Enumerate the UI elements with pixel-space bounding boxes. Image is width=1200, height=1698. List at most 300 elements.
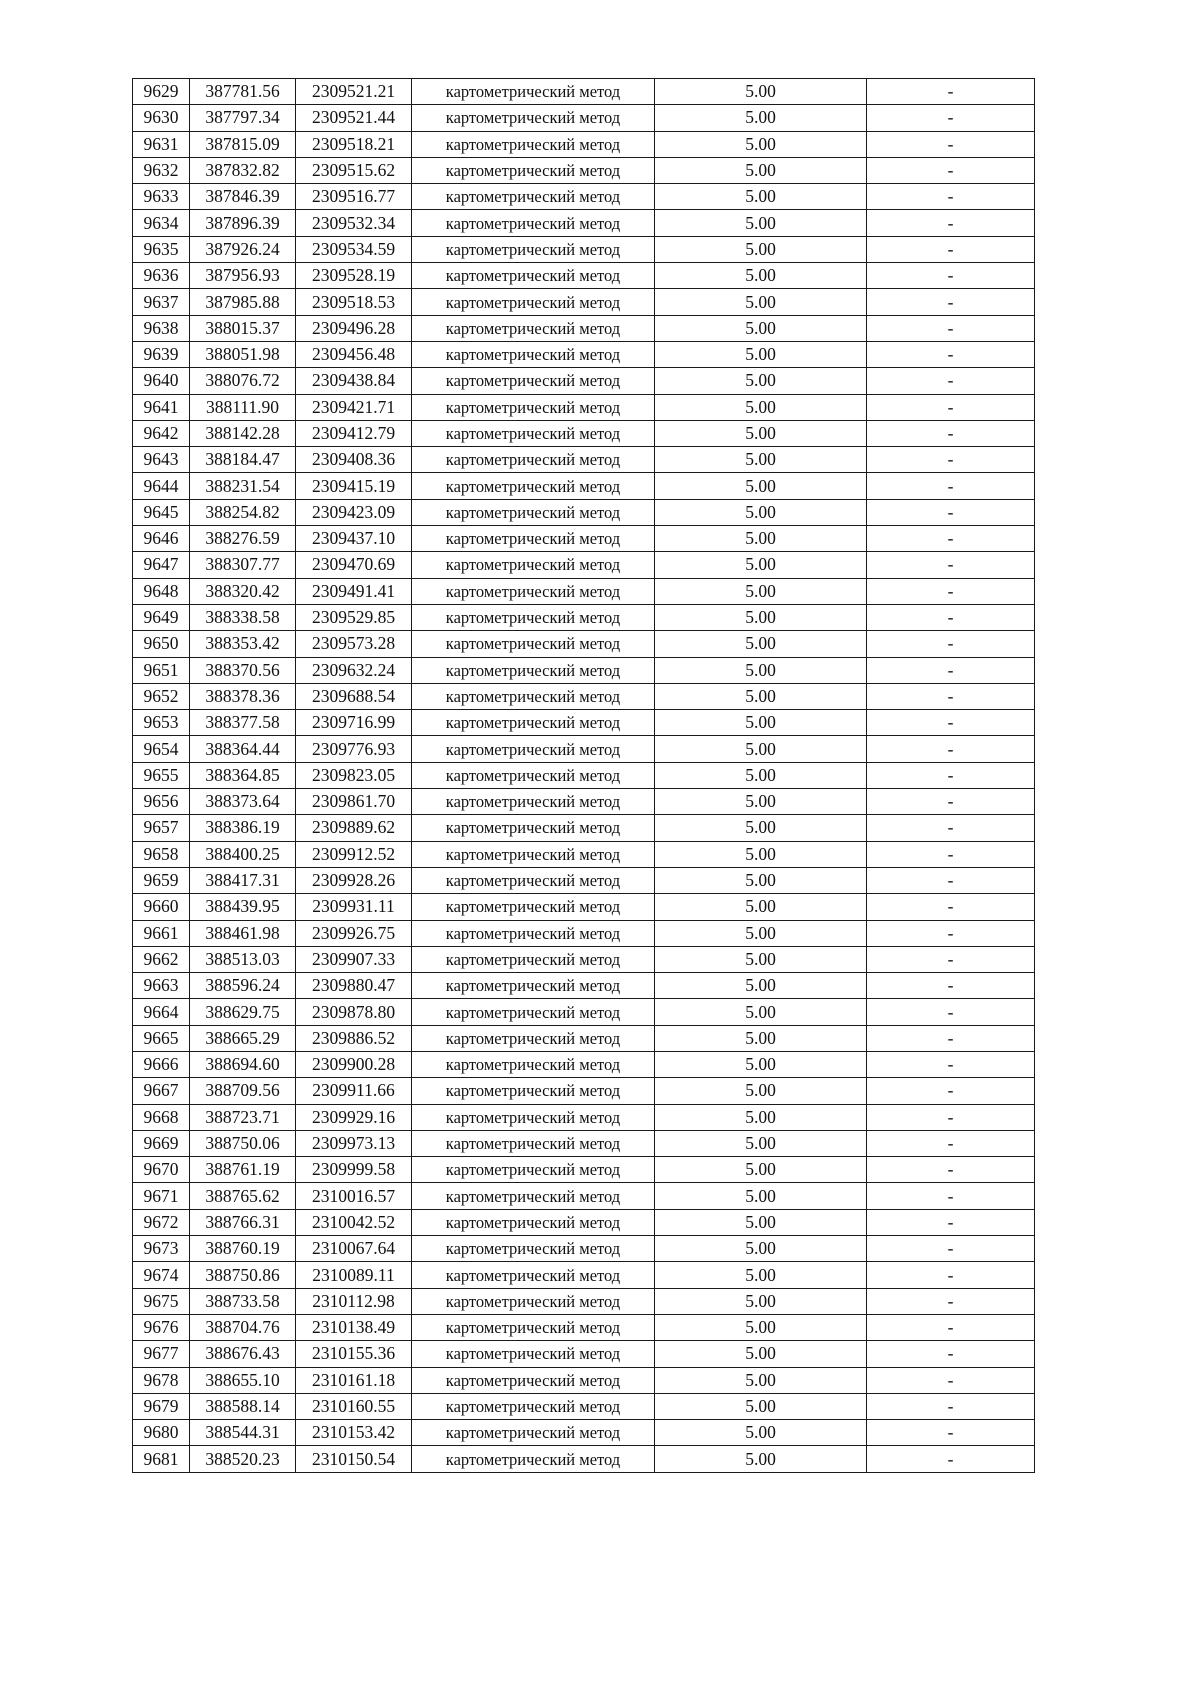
x-coordinate-cell: 387956.93 xyxy=(190,263,296,289)
method-cell: картометрический метод xyxy=(412,762,655,788)
accuracy-cell: 5.00 xyxy=(655,1314,867,1340)
point-number-cell: 9631 xyxy=(133,131,190,157)
table-row xyxy=(133,131,1035,157)
description-cell: - xyxy=(867,1157,1035,1183)
y-coordinate-cell: 2310016.57 xyxy=(296,1183,412,1209)
point-number-cell: 9681 xyxy=(133,1446,190,1472)
x-coordinate-cell: 388750.06 xyxy=(190,1130,296,1156)
x-coordinate-cell: 388704.76 xyxy=(190,1314,296,1340)
method-cell: картометрический метод xyxy=(412,867,655,893)
description-cell: - xyxy=(867,526,1035,552)
table-row xyxy=(133,1288,1035,1314)
description-cell: - xyxy=(867,946,1035,972)
description-cell: - xyxy=(867,315,1035,341)
y-coordinate-cell: 2309521.44 xyxy=(296,105,412,131)
x-coordinate-cell: 388761.19 xyxy=(190,1157,296,1183)
x-coordinate-cell: 388520.23 xyxy=(190,1446,296,1472)
x-coordinate-cell: 388111.90 xyxy=(190,394,296,420)
table-row xyxy=(133,420,1035,446)
y-coordinate-cell: 2309491.41 xyxy=(296,578,412,604)
y-coordinate-cell: 2309415.19 xyxy=(296,473,412,499)
accuracy-cell: 5.00 xyxy=(655,236,867,262)
y-coordinate-cell: 2309408.36 xyxy=(296,447,412,473)
method-cell: картометрический метод xyxy=(412,815,655,841)
accuracy-cell: 5.00 xyxy=(655,157,867,183)
y-coordinate-cell: 2309496.28 xyxy=(296,315,412,341)
point-number-cell: 9679 xyxy=(133,1393,190,1419)
y-coordinate-cell: 2309929.16 xyxy=(296,1104,412,1130)
point-number-cell: 9638 xyxy=(133,315,190,341)
method-cell: картометрический метод xyxy=(412,1446,655,1472)
x-coordinate-cell: 388760.19 xyxy=(190,1236,296,1262)
y-coordinate-cell: 2309889.62 xyxy=(296,815,412,841)
method-cell: картометрический метод xyxy=(412,736,655,762)
accuracy-cell: 5.00 xyxy=(655,447,867,473)
y-coordinate-cell: 2309515.62 xyxy=(296,157,412,183)
x-coordinate-cell: 387797.34 xyxy=(190,105,296,131)
accuracy-cell: 5.00 xyxy=(655,105,867,131)
point-number-cell: 9670 xyxy=(133,1157,190,1183)
x-coordinate-cell: 388254.82 xyxy=(190,499,296,525)
accuracy-cell: 5.00 xyxy=(655,1262,867,1288)
point-number-cell: 9636 xyxy=(133,263,190,289)
table-row xyxy=(133,604,1035,630)
y-coordinate-cell: 2309456.48 xyxy=(296,341,412,367)
point-number-cell: 9645 xyxy=(133,499,190,525)
method-cell: картометрический метод xyxy=(412,131,655,157)
x-coordinate-cell: 388051.98 xyxy=(190,341,296,367)
method-cell: картометрический метод xyxy=(412,1157,655,1183)
accuracy-cell: 5.00 xyxy=(655,1130,867,1156)
point-number-cell: 9630 xyxy=(133,105,190,131)
table-row xyxy=(133,894,1035,920)
point-number-cell: 9633 xyxy=(133,184,190,210)
table-row xyxy=(133,394,1035,420)
accuracy-cell: 5.00 xyxy=(655,1446,867,1472)
description-cell: - xyxy=(867,1025,1035,1051)
y-coordinate-cell: 2309521.21 xyxy=(296,79,412,105)
y-coordinate-cell: 2309573.28 xyxy=(296,631,412,657)
description-cell: - xyxy=(867,736,1035,762)
description-cell: - xyxy=(867,1130,1035,1156)
x-coordinate-cell: 388629.75 xyxy=(190,999,296,1025)
accuracy-cell: 5.00 xyxy=(655,79,867,105)
point-number-cell: 9664 xyxy=(133,999,190,1025)
y-coordinate-cell: 2310150.54 xyxy=(296,1446,412,1472)
method-cell: картометрический метод xyxy=(412,499,655,525)
method-cell: картометрический метод xyxy=(412,1209,655,1235)
x-coordinate-cell: 387896.39 xyxy=(190,210,296,236)
table-row xyxy=(133,1183,1035,1209)
description-cell: - xyxy=(867,473,1035,499)
table-row xyxy=(133,946,1035,972)
y-coordinate-cell: 2309528.19 xyxy=(296,263,412,289)
description-cell: - xyxy=(867,894,1035,920)
table-row xyxy=(133,762,1035,788)
description-cell: - xyxy=(867,1262,1035,1288)
y-coordinate-cell: 2310155.36 xyxy=(296,1341,412,1367)
description-cell: - xyxy=(867,499,1035,525)
point-number-cell: 9649 xyxy=(133,604,190,630)
accuracy-cell: 5.00 xyxy=(655,131,867,157)
point-number-cell: 9673 xyxy=(133,1236,190,1262)
table-row xyxy=(133,841,1035,867)
accuracy-cell: 5.00 xyxy=(655,315,867,341)
y-coordinate-cell: 2309532.34 xyxy=(296,210,412,236)
x-coordinate-cell: 388765.62 xyxy=(190,1183,296,1209)
y-coordinate-cell: 2309518.53 xyxy=(296,289,412,315)
method-cell: картометрический метод xyxy=(412,157,655,183)
y-coordinate-cell: 2309823.05 xyxy=(296,762,412,788)
table-row xyxy=(133,683,1035,709)
table-row xyxy=(133,789,1035,815)
table-row xyxy=(133,473,1035,499)
method-cell: картометрический метод xyxy=(412,552,655,578)
y-coordinate-cell: 2309861.70 xyxy=(296,789,412,815)
method-cell: картометрический метод xyxy=(412,1183,655,1209)
method-cell: картометрический метод xyxy=(412,1420,655,1446)
x-coordinate-cell: 388015.37 xyxy=(190,315,296,341)
method-cell: картометрический метод xyxy=(412,1078,655,1104)
point-number-cell: 9644 xyxy=(133,473,190,499)
description-cell: - xyxy=(867,210,1035,236)
x-coordinate-cell: 388723.71 xyxy=(190,1104,296,1130)
point-number-cell: 9657 xyxy=(133,815,190,841)
y-coordinate-cell: 2310160.55 xyxy=(296,1393,412,1419)
accuracy-cell: 5.00 xyxy=(655,473,867,499)
table-row xyxy=(133,236,1035,262)
table-row xyxy=(133,1157,1035,1183)
method-cell: картометрический метод xyxy=(412,841,655,867)
point-number-cell: 9668 xyxy=(133,1104,190,1130)
y-coordinate-cell: 2309437.10 xyxy=(296,526,412,552)
y-coordinate-cell: 2309973.13 xyxy=(296,1130,412,1156)
accuracy-cell: 5.00 xyxy=(655,1183,867,1209)
table-row xyxy=(133,1130,1035,1156)
method-cell: картометрический метод xyxy=(412,263,655,289)
accuracy-cell: 5.00 xyxy=(655,368,867,394)
y-coordinate-cell: 2309632.24 xyxy=(296,657,412,683)
point-number-cell: 9651 xyxy=(133,657,190,683)
accuracy-cell: 5.00 xyxy=(655,1288,867,1314)
description-cell: - xyxy=(867,1051,1035,1077)
description-cell: - xyxy=(867,263,1035,289)
x-coordinate-cell: 388766.31 xyxy=(190,1209,296,1235)
x-coordinate-cell: 388461.98 xyxy=(190,920,296,946)
description-cell: - xyxy=(867,420,1035,446)
x-coordinate-cell: 388750.86 xyxy=(190,1262,296,1288)
accuracy-cell: 5.00 xyxy=(655,762,867,788)
description-cell: - xyxy=(867,131,1035,157)
description-cell: - xyxy=(867,236,1035,262)
accuracy-cell: 5.00 xyxy=(655,631,867,657)
description-cell: - xyxy=(867,841,1035,867)
x-coordinate-cell: 388400.25 xyxy=(190,841,296,867)
method-cell: картометрический метод xyxy=(412,236,655,262)
table-row xyxy=(133,341,1035,367)
x-coordinate-cell: 388142.28 xyxy=(190,420,296,446)
x-coordinate-cell: 388439.95 xyxy=(190,894,296,920)
point-number-cell: 9662 xyxy=(133,946,190,972)
y-coordinate-cell: 2309931.11 xyxy=(296,894,412,920)
accuracy-cell: 5.00 xyxy=(655,263,867,289)
table-row xyxy=(133,315,1035,341)
description-cell: - xyxy=(867,1314,1035,1340)
method-cell: картометрический метод xyxy=(412,289,655,315)
accuracy-cell: 5.00 xyxy=(655,394,867,420)
point-number-cell: 9666 xyxy=(133,1051,190,1077)
description-cell: - xyxy=(867,105,1035,131)
table-row xyxy=(133,1262,1035,1288)
method-cell: картометрический метод xyxy=(412,920,655,946)
x-coordinate-cell: 387846.39 xyxy=(190,184,296,210)
method-cell: картометрический метод xyxy=(412,473,655,499)
table-row xyxy=(133,1393,1035,1419)
point-number-cell: 9665 xyxy=(133,1025,190,1051)
y-coordinate-cell: 2309516.77 xyxy=(296,184,412,210)
y-coordinate-cell: 2309880.47 xyxy=(296,973,412,999)
coordinates-table-body xyxy=(133,79,1035,1473)
y-coordinate-cell: 2309438.84 xyxy=(296,368,412,394)
table-row xyxy=(133,578,1035,604)
accuracy-cell: 5.00 xyxy=(655,1078,867,1104)
y-coordinate-cell: 2309470.69 xyxy=(296,552,412,578)
accuracy-cell: 5.00 xyxy=(655,815,867,841)
x-coordinate-cell: 387985.88 xyxy=(190,289,296,315)
table-row xyxy=(133,526,1035,552)
description-cell: - xyxy=(867,1236,1035,1262)
table-row xyxy=(133,1314,1035,1340)
y-coordinate-cell: 2310089.11 xyxy=(296,1262,412,1288)
description-cell: - xyxy=(867,1183,1035,1209)
y-coordinate-cell: 2309907.33 xyxy=(296,946,412,972)
description-cell: - xyxy=(867,789,1035,815)
method-cell: картометрический метод xyxy=(412,1288,655,1314)
accuracy-cell: 5.00 xyxy=(655,841,867,867)
method-cell: картометрический метод xyxy=(412,447,655,473)
method-cell: картометрический метод xyxy=(412,1051,655,1077)
accuracy-cell: 5.00 xyxy=(655,184,867,210)
description-cell: - xyxy=(867,578,1035,604)
y-coordinate-cell: 2309423.09 xyxy=(296,499,412,525)
x-coordinate-cell: 388513.03 xyxy=(190,946,296,972)
description-cell: - xyxy=(867,1078,1035,1104)
x-coordinate-cell: 388338.58 xyxy=(190,604,296,630)
accuracy-cell: 5.00 xyxy=(655,578,867,604)
x-coordinate-cell: 388709.56 xyxy=(190,1078,296,1104)
description-cell: - xyxy=(867,368,1035,394)
table-row xyxy=(133,263,1035,289)
y-coordinate-cell: 2310138.49 xyxy=(296,1314,412,1340)
x-coordinate-cell: 388544.31 xyxy=(190,1420,296,1446)
x-coordinate-cell: 388417.31 xyxy=(190,867,296,893)
description-cell: - xyxy=(867,447,1035,473)
description-cell: - xyxy=(867,762,1035,788)
description-cell: - xyxy=(867,710,1035,736)
y-coordinate-cell: 2309716.99 xyxy=(296,710,412,736)
table-row xyxy=(133,657,1035,683)
accuracy-cell: 5.00 xyxy=(655,210,867,236)
point-number-cell: 9653 xyxy=(133,710,190,736)
point-number-cell: 9658 xyxy=(133,841,190,867)
method-cell: картометрический метод xyxy=(412,683,655,709)
description-cell: - xyxy=(867,289,1035,315)
description-cell: - xyxy=(867,1104,1035,1130)
description-cell: - xyxy=(867,184,1035,210)
description-cell: - xyxy=(867,341,1035,367)
y-coordinate-cell: 2310067.64 xyxy=(296,1236,412,1262)
x-coordinate-cell: 387926.24 xyxy=(190,236,296,262)
point-number-cell: 9676 xyxy=(133,1314,190,1340)
y-coordinate-cell: 2309776.93 xyxy=(296,736,412,762)
accuracy-cell: 5.00 xyxy=(655,289,867,315)
method-cell: картометрический метод xyxy=(412,973,655,999)
accuracy-cell: 5.00 xyxy=(655,683,867,709)
table-row xyxy=(133,447,1035,473)
point-number-cell: 9654 xyxy=(133,736,190,762)
point-number-cell: 9652 xyxy=(133,683,190,709)
description-cell: - xyxy=(867,973,1035,999)
point-number-cell: 9655 xyxy=(133,762,190,788)
x-coordinate-cell: 387781.56 xyxy=(190,79,296,105)
description-cell: - xyxy=(867,394,1035,420)
method-cell: картометрический метод xyxy=(412,105,655,131)
accuracy-cell: 5.00 xyxy=(655,1025,867,1051)
point-number-cell: 9643 xyxy=(133,447,190,473)
table-row xyxy=(133,736,1035,762)
table-row xyxy=(133,1420,1035,1446)
point-number-cell: 9675 xyxy=(133,1288,190,1314)
accuracy-cell: 5.00 xyxy=(655,1157,867,1183)
x-coordinate-cell: 388364.44 xyxy=(190,736,296,762)
description-cell: - xyxy=(867,1393,1035,1419)
accuracy-cell: 5.00 xyxy=(655,1104,867,1130)
point-number-cell: 9629 xyxy=(133,79,190,105)
description-cell: - xyxy=(867,157,1035,183)
point-number-cell: 9671 xyxy=(133,1183,190,1209)
point-number-cell: 9674 xyxy=(133,1262,190,1288)
x-coordinate-cell: 387832.82 xyxy=(190,157,296,183)
method-cell: картометрический метод xyxy=(412,1393,655,1419)
point-number-cell: 9659 xyxy=(133,867,190,893)
y-coordinate-cell: 2309900.28 xyxy=(296,1051,412,1077)
description-cell: - xyxy=(867,683,1035,709)
method-cell: картометрический метод xyxy=(412,631,655,657)
table-row xyxy=(133,815,1035,841)
method-cell: картометрический метод xyxy=(412,79,655,105)
y-coordinate-cell: 2309911.66 xyxy=(296,1078,412,1104)
point-number-cell: 9660 xyxy=(133,894,190,920)
accuracy-cell: 5.00 xyxy=(655,789,867,815)
table-row xyxy=(133,105,1035,131)
description-cell: - xyxy=(867,1367,1035,1393)
method-cell: картометрический метод xyxy=(412,578,655,604)
y-coordinate-cell: 2309928.26 xyxy=(296,867,412,893)
x-coordinate-cell: 388386.19 xyxy=(190,815,296,841)
description-cell: - xyxy=(867,1420,1035,1446)
y-coordinate-cell: 2309886.52 xyxy=(296,1025,412,1051)
point-number-cell: 9635 xyxy=(133,236,190,262)
table-row xyxy=(133,867,1035,893)
accuracy-cell: 5.00 xyxy=(655,736,867,762)
table-row xyxy=(133,157,1035,183)
x-coordinate-cell: 388373.64 xyxy=(190,789,296,815)
table-row xyxy=(133,999,1035,1025)
x-coordinate-cell: 388733.58 xyxy=(190,1288,296,1314)
description-cell: - xyxy=(867,999,1035,1025)
accuracy-cell: 5.00 xyxy=(655,1209,867,1235)
method-cell: картометрический метод xyxy=(412,1236,655,1262)
point-number-cell: 9661 xyxy=(133,920,190,946)
coordinates-table xyxy=(132,78,1035,1473)
method-cell: картометрический метод xyxy=(412,184,655,210)
x-coordinate-cell: 388676.43 xyxy=(190,1341,296,1367)
table-row xyxy=(133,710,1035,736)
accuracy-cell: 5.00 xyxy=(655,1367,867,1393)
method-cell: картометрический метод xyxy=(412,394,655,420)
accuracy-cell: 5.00 xyxy=(655,973,867,999)
x-coordinate-cell: 388076.72 xyxy=(190,368,296,394)
y-coordinate-cell: 2309688.54 xyxy=(296,683,412,709)
x-coordinate-cell: 388378.36 xyxy=(190,683,296,709)
accuracy-cell: 5.00 xyxy=(655,894,867,920)
point-number-cell: 9642 xyxy=(133,420,190,446)
point-number-cell: 9672 xyxy=(133,1209,190,1235)
y-coordinate-cell: 2310112.98 xyxy=(296,1288,412,1314)
method-cell: картометрический метод xyxy=(412,210,655,236)
point-number-cell: 9648 xyxy=(133,578,190,604)
y-coordinate-cell: 2309421.71 xyxy=(296,394,412,420)
point-number-cell: 9634 xyxy=(133,210,190,236)
table-row xyxy=(133,210,1035,236)
table-row xyxy=(133,368,1035,394)
table-row xyxy=(133,1078,1035,1104)
table-row xyxy=(133,552,1035,578)
point-number-cell: 9647 xyxy=(133,552,190,578)
accuracy-cell: 5.00 xyxy=(655,526,867,552)
x-coordinate-cell: 388596.24 xyxy=(190,973,296,999)
y-coordinate-cell: 2309912.52 xyxy=(296,841,412,867)
point-number-cell: 9663 xyxy=(133,973,190,999)
table-row xyxy=(133,1051,1035,1077)
x-coordinate-cell: 388184.47 xyxy=(190,447,296,473)
method-cell: картометрический метод xyxy=(412,657,655,683)
x-coordinate-cell: 388353.42 xyxy=(190,631,296,657)
table-row xyxy=(133,1209,1035,1235)
accuracy-cell: 5.00 xyxy=(655,341,867,367)
description-cell: - xyxy=(867,1288,1035,1314)
table-row xyxy=(133,1446,1035,1472)
method-cell: картометрический метод xyxy=(412,894,655,920)
x-coordinate-cell: 387815.09 xyxy=(190,131,296,157)
point-number-cell: 9669 xyxy=(133,1130,190,1156)
y-coordinate-cell: 2309926.75 xyxy=(296,920,412,946)
y-coordinate-cell: 2309878.80 xyxy=(296,999,412,1025)
x-coordinate-cell: 388588.14 xyxy=(190,1393,296,1419)
table-row xyxy=(133,289,1035,315)
method-cell: картометрический метод xyxy=(412,1104,655,1130)
method-cell: картометрический метод xyxy=(412,710,655,736)
accuracy-cell: 5.00 xyxy=(655,552,867,578)
accuracy-cell: 5.00 xyxy=(655,1051,867,1077)
y-coordinate-cell: 2309534.59 xyxy=(296,236,412,262)
x-coordinate-cell: 388377.58 xyxy=(190,710,296,736)
table-row xyxy=(133,1341,1035,1367)
x-coordinate-cell: 388231.54 xyxy=(190,473,296,499)
table-row xyxy=(133,184,1035,210)
y-coordinate-cell: 2310161.18 xyxy=(296,1367,412,1393)
point-number-cell: 9632 xyxy=(133,157,190,183)
